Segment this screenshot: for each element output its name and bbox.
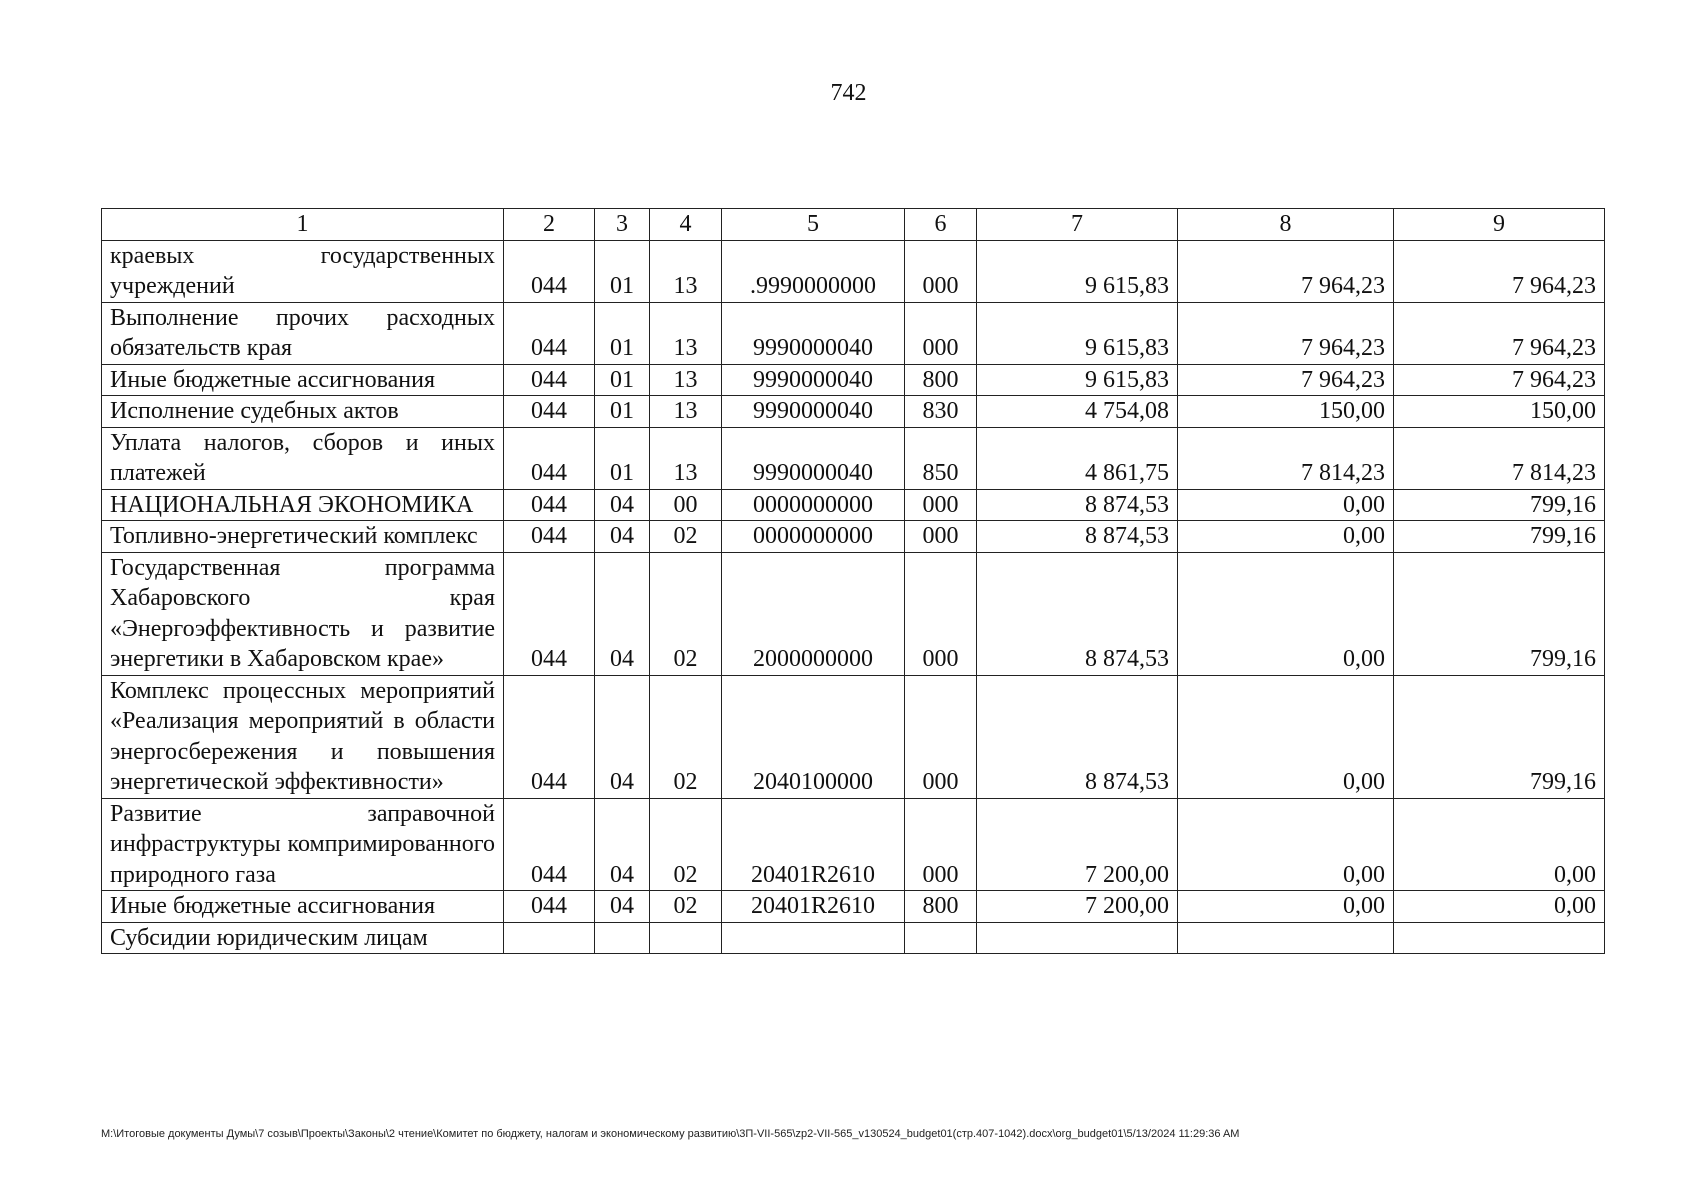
expense-type-code-cell: 800 xyxy=(905,364,977,396)
amount-cell xyxy=(1178,922,1394,954)
expense-type-code-cell: 000 xyxy=(905,521,977,553)
section-code-cell: 01 xyxy=(595,240,650,302)
section-code-cell xyxy=(595,922,650,954)
ministry-code-cell: 044 xyxy=(504,396,595,428)
subsection-code-cell: 13 xyxy=(650,364,722,396)
expense-type-code-cell: 830 xyxy=(905,396,977,428)
subsection-code-cell: 02 xyxy=(650,891,722,923)
amount-cell: 0,00 xyxy=(1394,798,1605,891)
subsection-code-cell: 02 xyxy=(650,675,722,798)
row-name-cell: Исполнение судебных актов xyxy=(102,396,504,428)
target-item-code-cell xyxy=(722,922,905,954)
expense-type-code-cell: 000 xyxy=(905,302,977,364)
target-item-code-cell: 2040100000 xyxy=(722,675,905,798)
section-code-cell: 04 xyxy=(595,798,650,891)
amount-cell: 7 200,00 xyxy=(977,891,1178,923)
subsection-code-cell: 02 xyxy=(650,521,722,553)
target-item-code-cell: 2000000000 xyxy=(722,552,905,675)
expense-type-code-cell: 000 xyxy=(905,489,977,521)
table-row xyxy=(102,489,1605,521)
ministry-code-cell: 044 xyxy=(504,427,595,489)
expense-type-code-cell: 000 xyxy=(905,675,977,798)
expense-type-code-cell: 800 xyxy=(905,891,977,923)
amount-cell: 9 615,83 xyxy=(977,364,1178,396)
section-code-cell: 04 xyxy=(595,891,650,923)
subsection-code-cell: 13 xyxy=(650,302,722,364)
table-row xyxy=(102,891,1605,923)
section-code-cell: 01 xyxy=(595,302,650,364)
column-header: 8 xyxy=(1178,209,1394,241)
amount-cell: 7 964,23 xyxy=(1394,240,1605,302)
row-name-cell: Иные бюджетные ассигнования xyxy=(102,891,504,923)
column-header: 9 xyxy=(1394,209,1605,241)
target-item-code-cell: 20401R2610 xyxy=(722,891,905,923)
ministry-code-cell: 044 xyxy=(504,798,595,891)
subsection-code-cell: 02 xyxy=(650,798,722,891)
expense-type-code-cell: 850 xyxy=(905,427,977,489)
row-name-cell: НАЦИОНАЛЬНАЯ ЭКОНОМИКА xyxy=(102,489,504,521)
amount-cell: 799,16 xyxy=(1394,675,1605,798)
target-item-code-cell: 0000000000 xyxy=(722,489,905,521)
target-item-code-cell: 9990000040 xyxy=(722,427,905,489)
section-code-cell: 01 xyxy=(595,427,650,489)
table-row xyxy=(102,521,1605,553)
amount-cell: 7 964,23 xyxy=(1178,302,1394,364)
column-header: 2 xyxy=(504,209,595,241)
target-item-code-cell: 0000000000 xyxy=(722,521,905,553)
section-code-cell: 01 xyxy=(595,396,650,428)
column-header: 1 xyxy=(102,209,504,241)
column-number-row xyxy=(102,209,1605,241)
row-name-cell: Уплата налогов, сборов и иных платежей xyxy=(102,427,504,489)
amount-cell: 8 874,53 xyxy=(977,489,1178,521)
amount-cell: 4 861,75 xyxy=(977,427,1178,489)
row-name-cell: Комплекс процессных мероприятий «Реализация мероприятий в области энергосбережения и повышения энергетической эффективности» xyxy=(102,675,504,798)
amount-cell: 8 874,53 xyxy=(977,521,1178,553)
column-header: 6 xyxy=(905,209,977,241)
amount-cell: 0,00 xyxy=(1178,489,1394,521)
file-path-footer: M:\Итоговые документы Думы\7 созыв\Проекты\Законы\2 чтение\Комитет по бюджету, налогам и экономическому развитию\3П-VII-565\zp2-VII-565_v130524_budget01(стр.407-1042).docx\org_budget01\5/13/2024 11:29:36 AM xyxy=(101,1128,1240,1140)
target-item-code-cell: .9990000000 xyxy=(722,240,905,302)
expense-type-code-cell: 000 xyxy=(905,798,977,891)
ministry-code-cell: 044 xyxy=(504,489,595,521)
row-name-cell: Выполнение прочих расходных обязательств края xyxy=(102,302,504,364)
ministry-code-cell: 044 xyxy=(504,521,595,553)
amount-cell: 0,00 xyxy=(1178,675,1394,798)
ministry-code-cell: 044 xyxy=(504,364,595,396)
row-name-cell: Топливно-энергетический комплекс xyxy=(102,521,504,553)
section-code-cell: 04 xyxy=(595,552,650,675)
subsection-code-cell: 13 xyxy=(650,427,722,489)
ministry-code-cell xyxy=(504,922,595,954)
table-body xyxy=(102,240,1605,954)
amount-cell: 4 754,08 xyxy=(977,396,1178,428)
amount-cell: 799,16 xyxy=(1394,521,1605,553)
amount-cell: 7 200,00 xyxy=(977,798,1178,891)
amount-cell: 7 964,23 xyxy=(1394,302,1605,364)
budget-table xyxy=(101,208,1605,954)
expense-type-code-cell xyxy=(905,922,977,954)
amount-cell: 0,00 xyxy=(1178,552,1394,675)
ministry-code-cell: 044 xyxy=(504,675,595,798)
subsection-code-cell: 13 xyxy=(650,240,722,302)
ministry-code-cell: 044 xyxy=(504,240,595,302)
amount-cell: 0,00 xyxy=(1178,891,1394,923)
table-row xyxy=(102,798,1605,891)
amount-cell: 7 814,23 xyxy=(1178,427,1394,489)
amount-cell: 7 964,23 xyxy=(1178,240,1394,302)
row-name-cell: Государственная программа Хабаровского края «Энергоэффективность и развитие энергетики в Хабаровском крае» xyxy=(102,552,504,675)
amount-cell: 0,00 xyxy=(1178,798,1394,891)
amount-cell: 150,00 xyxy=(1178,396,1394,428)
subsection-code-cell: 02 xyxy=(650,552,722,675)
target-item-code-cell: 9990000040 xyxy=(722,302,905,364)
amount-cell: 7 964,23 xyxy=(1178,364,1394,396)
target-item-code-cell: 20401R2610 xyxy=(722,798,905,891)
amount-cell: 7 964,23 xyxy=(1394,364,1605,396)
amount-cell: 7 814,23 xyxy=(1394,427,1605,489)
row-name-cell: Развитие заправочной инфраструктуры компримированного природного газа xyxy=(102,798,504,891)
section-code-cell: 01 xyxy=(595,364,650,396)
table-row xyxy=(102,922,1605,954)
amount-cell xyxy=(1394,922,1605,954)
target-item-code-cell: 9990000040 xyxy=(722,396,905,428)
subsection-code-cell xyxy=(650,922,722,954)
table-row xyxy=(102,240,1605,302)
table-row xyxy=(102,364,1605,396)
section-code-cell: 04 xyxy=(595,675,650,798)
table-row xyxy=(102,427,1605,489)
ministry-code-cell: 044 xyxy=(504,302,595,364)
subsection-code-cell: 13 xyxy=(650,396,722,428)
amount-cell: 0,00 xyxy=(1178,521,1394,553)
table-row xyxy=(102,396,1605,428)
amount-cell: 799,16 xyxy=(1394,552,1605,675)
table-row xyxy=(102,552,1605,675)
row-name-cell: Субсидии юридическим лицам xyxy=(102,922,504,954)
row-name-cell: краевых государственных учреждений xyxy=(102,240,504,302)
ministry-code-cell: 044 xyxy=(504,552,595,675)
amount-cell: 9 615,83 xyxy=(977,302,1178,364)
column-header: 3 xyxy=(595,209,650,241)
amount-cell: 9 615,83 xyxy=(977,240,1178,302)
amount-cell: 150,00 xyxy=(1394,396,1605,428)
column-header: 4 xyxy=(650,209,722,241)
row-name-cell: Иные бюджетные ассигнования xyxy=(102,364,504,396)
page-number: 742 xyxy=(830,80,867,106)
amount-cell xyxy=(977,922,1178,954)
expense-type-code-cell: 000 xyxy=(905,240,977,302)
subsection-code-cell: 00 xyxy=(650,489,722,521)
amount-cell: 8 874,53 xyxy=(977,552,1178,675)
column-header: 5 xyxy=(722,209,905,241)
section-code-cell: 04 xyxy=(595,489,650,521)
table-row xyxy=(102,675,1605,798)
section-code-cell: 04 xyxy=(595,521,650,553)
amount-cell: 799,16 xyxy=(1394,489,1605,521)
table-row xyxy=(102,302,1605,364)
ministry-code-cell: 044 xyxy=(504,891,595,923)
amount-cell: 8 874,53 xyxy=(977,675,1178,798)
amount-cell: 0,00 xyxy=(1394,891,1605,923)
expense-type-code-cell: 000 xyxy=(905,552,977,675)
target-item-code-cell: 9990000040 xyxy=(722,364,905,396)
column-header: 7 xyxy=(977,209,1178,241)
